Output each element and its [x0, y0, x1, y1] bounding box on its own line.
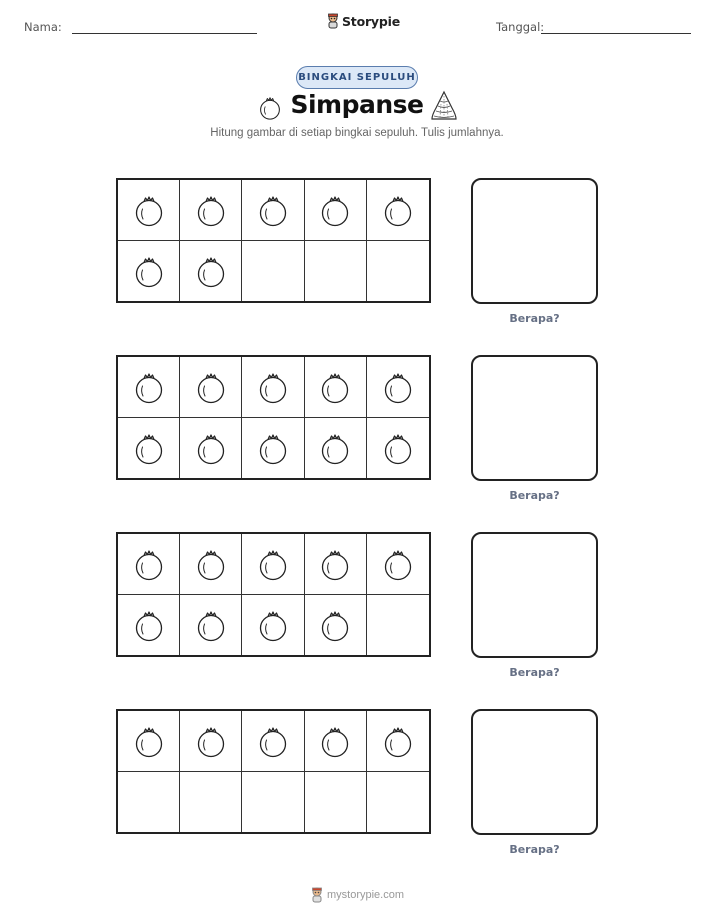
fruit-icon: [318, 546, 352, 582]
frame-cell: [180, 241, 242, 302]
name-line[interactable]: [72, 33, 257, 34]
frame-cell: [242, 180, 304, 241]
frame-cell: [367, 357, 429, 418]
answer-box-3[interactable]: [471, 532, 598, 658]
instructions-text: Hitung gambar di setiap bingkai sepuluh. Tulis jumlahnya.: [210, 127, 504, 139]
frame-cell: [305, 418, 367, 479]
frame-cell: [242, 595, 304, 656]
frame-cell: [118, 772, 180, 833]
answer-label-3: Berapa?: [509, 666, 560, 679]
answer-label-4: Berapa?: [509, 843, 560, 856]
fruit-icon: [132, 723, 166, 759]
brand-name: Storypie: [342, 13, 400, 29]
frame-cell: [242, 418, 304, 479]
fruit-icon: [256, 369, 290, 405]
fruit-icon: [132, 546, 166, 582]
answer-box-4[interactable]: [471, 709, 598, 835]
frame-cell: [367, 418, 429, 479]
ten-frame-4: [116, 709, 431, 834]
answer-label-2: Berapa?: [509, 489, 560, 502]
frame-cell: [367, 180, 429, 241]
frame-cell: [118, 418, 180, 479]
fruit-icon: [132, 192, 166, 228]
answer-box-2[interactable]: [471, 355, 598, 481]
frame-cell: [367, 595, 429, 656]
frame-cell: [180, 418, 242, 479]
fruit-icon: [318, 430, 352, 466]
frame-cell: [305, 534, 367, 595]
frame-cell: [180, 595, 242, 656]
storypie-mascot-icon: [326, 13, 340, 29]
frame-cell: [242, 711, 304, 772]
worksheet-type-badge: BINGKAI SEPULUH: [296, 66, 418, 89]
frame-cell: [180, 180, 242, 241]
frame-cell: [305, 357, 367, 418]
fruit-icon: [194, 723, 228, 759]
frame-cell: [242, 357, 304, 418]
fruit-icon: [256, 607, 290, 643]
date-line[interactable]: [541, 33, 691, 34]
ten-frame-1: [116, 178, 431, 303]
name-label: Nama:: [24, 20, 62, 34]
fruit-icon: [132, 430, 166, 466]
frame-cell: [242, 534, 304, 595]
frame-cell: [242, 241, 304, 302]
fruit-icon: [318, 607, 352, 643]
pine-cone-icon: [429, 90, 459, 122]
answer-label-1: Berapa?: [509, 312, 560, 325]
fruit-icon: [256, 723, 290, 759]
fruit-icon: [318, 369, 352, 405]
frame-cell: [305, 711, 367, 772]
frame-cell: [305, 241, 367, 302]
fruit-icon: [381, 546, 415, 582]
frame-cell: [118, 534, 180, 595]
fruit-icon: [381, 369, 415, 405]
fruit-icon: [194, 369, 228, 405]
fruit-icon: [381, 192, 415, 228]
frame-cell: [118, 180, 180, 241]
frame-cell: [242, 772, 304, 833]
fruit-icon: [194, 192, 228, 228]
brand-logo: [326, 13, 400, 29]
ten-frame-2: [116, 355, 431, 480]
fruit-icon: [256, 546, 290, 582]
frame-cell: [180, 711, 242, 772]
frame-cell: [367, 711, 429, 772]
frame-cell: [180, 357, 242, 418]
frame-cell: [118, 357, 180, 418]
answer-box-1[interactable]: [471, 178, 598, 304]
page-title: Simpanse: [290, 90, 424, 119]
frame-cell: [118, 241, 180, 302]
fruit-icon: [132, 607, 166, 643]
frame-cell: [118, 595, 180, 656]
fruit-icon: [132, 369, 166, 405]
ten-frame-3: [116, 532, 431, 657]
frame-cell: [180, 534, 242, 595]
frame-cell: [305, 772, 367, 833]
fruit-icon: [318, 723, 352, 759]
frame-cell: [367, 534, 429, 595]
fruit-icon: [194, 430, 228, 466]
fruit-icon: [194, 253, 228, 289]
fruit-icon: [256, 192, 290, 228]
storypie-mascot-icon: [310, 887, 324, 903]
fruit-icon: [381, 723, 415, 759]
date-label: Tanggal:: [496, 20, 545, 34]
frame-cell: [180, 772, 242, 833]
fruit-icon: [194, 546, 228, 582]
fruit-icon: [132, 253, 166, 289]
frame-cell: [305, 595, 367, 656]
frame-cell: [367, 241, 429, 302]
fruit-icon: [318, 192, 352, 228]
footer-url: mystorypie.com: [326, 889, 405, 901]
footer: [0, 887, 714, 903]
fruit-icon: [256, 430, 290, 466]
fruit-icon: [194, 607, 228, 643]
frame-cell: [118, 711, 180, 772]
frame-cell: [367, 772, 429, 833]
fruit-icon: [381, 430, 415, 466]
frame-cell: [305, 180, 367, 241]
